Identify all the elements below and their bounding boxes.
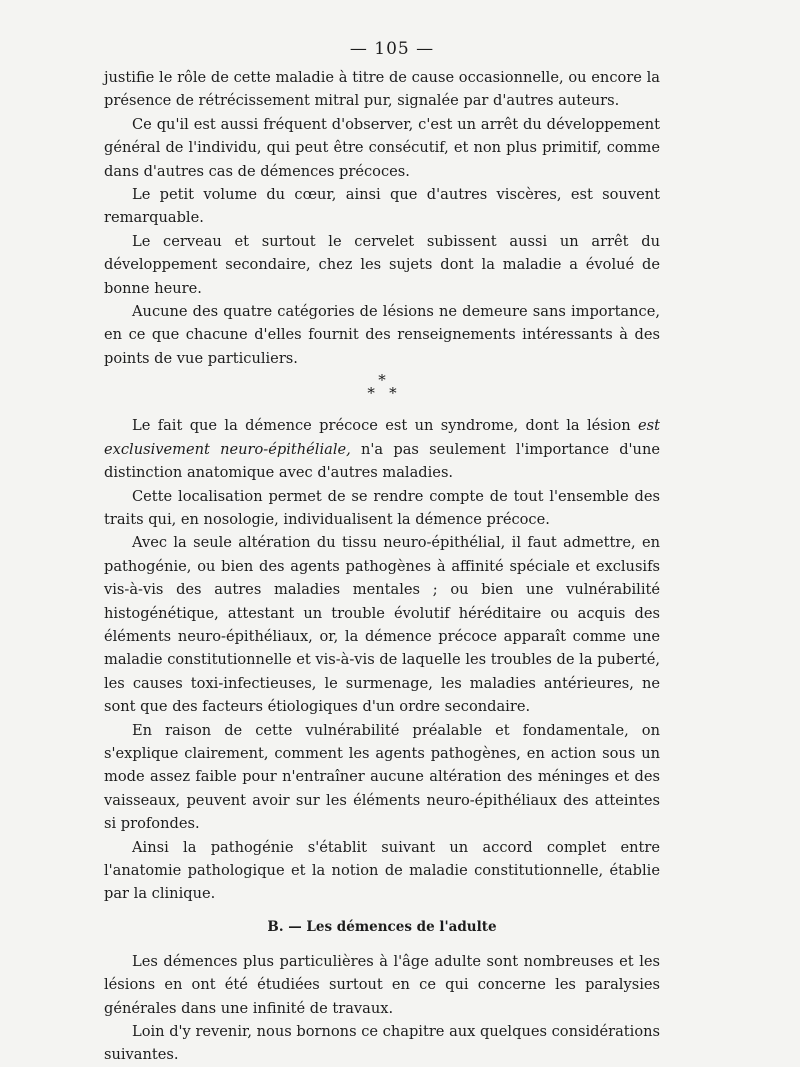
section-heading: B. — Les démences de l'adulte [267,918,497,935]
paragraph-5: Aucune des quatre catégories de lésions ne demeure sans importance, en ce que chacune d'elles fournit des renseignements intéressants à des points de vue particuliers. [104,303,660,367]
page-number: — 105 — [349,39,435,59]
paragraph-12: Loin d'y revenir, nous bornons ce chapitre aux quelques considérations suivantes. [104,1023,660,1064]
asterism-top: * [378,371,386,390]
paragraph-6-end: n'a pas seulement l'importance d'une distinction anatomique avec d'autres maladies. [104,440,660,482]
paragraph-10: Ainsi la pathogénie s'établit suivant un accord complet entre l'anatomie pathologique et la notion de maladie constitutionnelle, établie par la clinique. [104,838,660,903]
asterism-bottom: * * [367,384,397,403]
paragraph-6-start: Le fait que la démence précoce est un syndrome, dont la lésion [132,417,638,435]
paragraph-6 [104,414,660,484]
paragraph-2: Ce qu'il est aussi fréquent d'observer, c'est un arrêt du développement général de l'individu, qui peut être consécutif, et non plus primitif, comme dans d'autres cas de démences précoces. [104,115,660,180]
paragraph-11: Les démences plus particulières à l'âge adulte sont nombreuses et les lésions en ont été étudiées surtout en ce qui concerne les paralysies générales dans une infinité de travaux. [104,952,660,1017]
paragraph-4: Le cerveau et surtout le cervelet subissent aussi un arrêt du développement secondaire, chez les sujets dont la maladie a évolué de bonne heure. [104,232,660,297]
paragraph-6-italic: est exclusivement neuro-épithéliale, [104,417,660,458]
asterism-separator [104,370,660,410]
document-page [104,32,660,1067]
paragraph-1: justifie le rôle de cette maladie à titre de cause occasionnelle, ou encore la présence de rétrécissement mitral pur, signalée par d'autres auteurs. [104,69,660,110]
paragraph-3: Le petit volume du cœur, ainsi que d'autres viscères, est souvent remarquable. [104,186,660,227]
paragraph-9: En raison de cette vulnérabilité préalable et fondamentale, on s'explique clairement, comment les agents pathogènes, en action sous un mode assez faible pour n'entraîner aucune altération des méninges et des vaisseaux, peuvent avoir sur les éléments neuro-épithéliaux des atteintes si profondes. [104,721,660,833]
paragraph-8: Avec la seule altération du tissu neuro-épithélial, il faut admettre, en pathogénie, ou bien des agents pathogènes à affinité spéciale et exclusifs vis-à-vis des autres maladies mentales ; ou bien une vulnérabilité histogénétique, attestant un trouble évolutif héréditaire ou acquis des éléments neuro-épithéliaux, or, la démence précoce apparaît comme une maladie constitutionnelle et vis-à-vis de laquelle les troubles de la puberté, les causes toxi-infectieuses, le surmenage, les maladies antérieures, ne sont que des facteurs étiologiques d'un ordre secondaire. [104,534,661,716]
paragraph-7: Cette localisation permet de se rendre compte de tout l'ensemble des traits qui, en nosologie, individualisent la démence précoce. [104,487,660,528]
